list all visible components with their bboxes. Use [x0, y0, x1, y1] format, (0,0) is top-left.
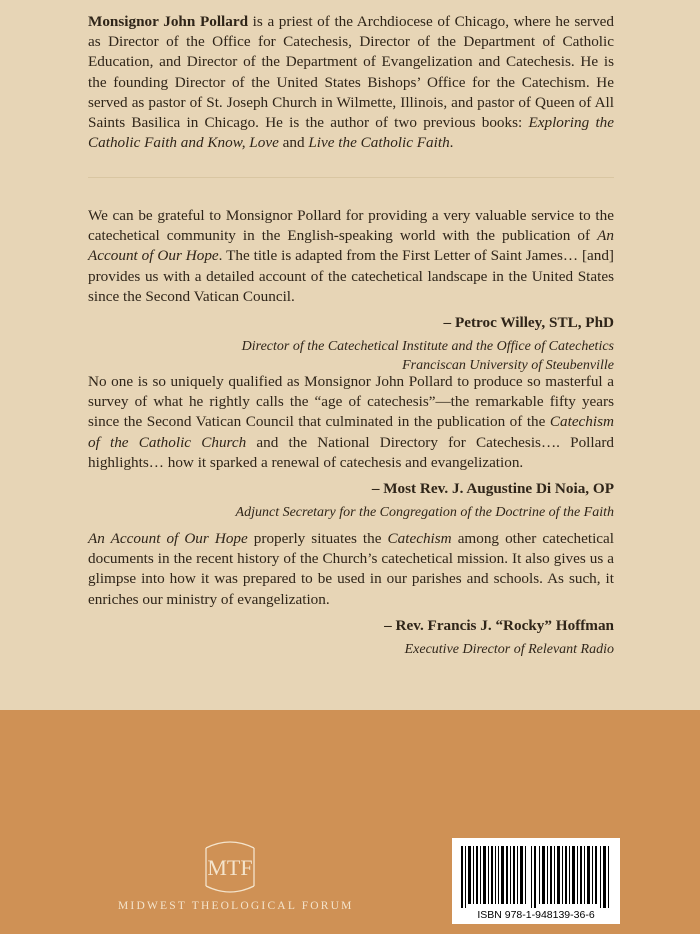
bio-book-2: Live the Catholic Faith — [308, 134, 450, 152]
endorsement-1-author: – Petroc Willey, STL, PhD — [443, 314, 614, 332]
endorsement-1-text-b: . The title is adapted from the First Letter of Saint James… [and] provides us with a detailed account of the catechetical landscape in the United States since the Second Vatican Council. — [88, 247, 614, 305]
endorsement-1-title: An Account of Our Hope — [88, 227, 614, 265]
endorsement-1 — [88, 206, 614, 375]
isbn-number: ISBN 978-1-948139-36-6 — [477, 909, 595, 921]
bio-name: Monsignor John Pollard — [88, 13, 249, 30]
endorsement-2-text-b: and the National Directory for Catechesis…. Pollard highlights… how it sparked a renewal of catechesis and evangelization. — [88, 433, 614, 471]
endorsement-3-author: – Rev. Francis J. “Rocky” Hoffman — [384, 616, 614, 634]
publisher-monogram: MTF — [207, 855, 253, 880]
endorsement-2-text — [88, 372, 614, 473]
barcode-bars-icon — [461, 846, 611, 908]
endorsement-2-role-1: Adjunct Secretary for the Congregation of the Doctrine of the Faith — [235, 505, 614, 521]
endorsement-2-text-a: No one is so uniquely qualified as Monsignor John Pollard to produce so masterful a survey of what he rightly calls the “age of catechesis”—the remarkable fifty years since the Second Vatican Council that culminated in the publication of the — [88, 373, 614, 431]
endorsement-2-author: – Most Rev. J. Augustine Di Noia, OP — [371, 480, 614, 498]
endorsement-3-text-b: among other catechetical documents in the recent history of the Church’s catechetical mission. It also gives us a glimpse into how it was prepared to be used in our parishes and schools. As such, it enriches our ministry of evangelization. — [88, 530, 614, 608]
endorsement-2 — [88, 372, 614, 522]
divider — [88, 177, 614, 178]
publisher-name: MIDWEST THEOLOGICAL FORUM — [118, 900, 354, 912]
bio-paragraph — [88, 12, 614, 153]
endorsement-1-text — [88, 206, 614, 307]
author-bio — [88, 12, 614, 153]
endorsement-3-role-1: Executive Director of Relevant Radio — [404, 641, 614, 657]
endorsement-3-text — [88, 529, 614, 610]
bio-end: . — [449, 134, 454, 152]
endorsement-3-title: An Account of Our Hope — [88, 530, 248, 547]
bio-and: and — [278, 134, 309, 152]
mtf-monogram-icon — [192, 838, 268, 896]
endorsement-3-title-2: Catechism — [387, 530, 452, 547]
bio-text: is a priest of the Archdiocese of Chicago, where he served as Director of the Office for Catechesis, Director of the Department of Catholic Education, and Director of the Department of Evangelization and Catechesis. He is the founding Director of the United States Bishops’ Office for the Catechism. He served as pastor of St. Joseph Church in Wilmette, Illinois, and pastor of Queen of All Saints Basilica in Chicago. He is the author of two previous books: — [88, 13, 615, 132]
endorsement-2-title: Catechism of the Catholic Church — [88, 413, 614, 451]
endorsement-3-text-a: properly situates the — [247, 530, 388, 547]
endorsement-1-text-a: We can be grateful to Monsignor Pollard for providing a very valuable service to the catechetical community in the English-speaking world with the publication of — [88, 207, 614, 245]
bio-book-1: Exploring the Catholic Faith and Know, Love — [88, 114, 614, 152]
back-cover-lower — [0, 710, 700, 934]
endorsement-1-role-2: Franciscan University of Steubenville — [402, 358, 614, 374]
endorsement-3 — [88, 529, 614, 659]
barcode — [452, 838, 620, 924]
endorsement-1-role-1: Director of the Catechetical Institute and the Office of Catechetics — [241, 339, 614, 355]
